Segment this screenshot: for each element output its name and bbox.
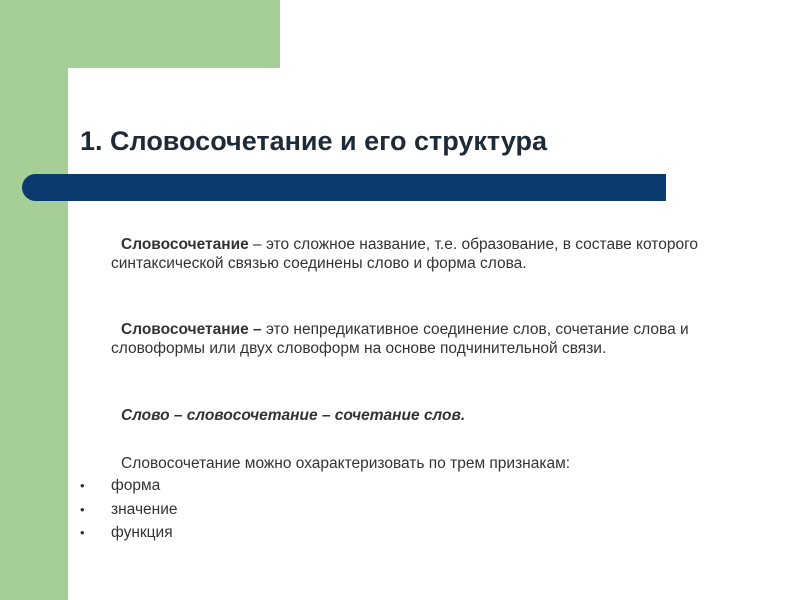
definition-text-1: – это сложное название, т.е. образование, в составе которого синтаксической связью соединены слово и форма слова.: [111, 236, 699, 272]
slide-title: 1. Словосочетание и его структура: [80, 126, 547, 156]
definition-paragraph-2: [111, 320, 711, 358]
list-item-label: функция: [111, 524, 173, 541]
list-item-label: форма: [111, 477, 161, 494]
list-item: [80, 523, 177, 547]
title-underline-bar: [22, 174, 666, 201]
list-item: [80, 500, 177, 524]
feature-list: [80, 476, 177, 547]
list-item: [80, 476, 177, 500]
bullet-icon: •: [80, 525, 85, 540]
bullet-icon: •: [80, 501, 85, 517]
definition-text-2: это непредикативное соединение слов, сочетание слова и словоформы или двух словоформ на основе подчинительной связи.: [111, 321, 689, 357]
intro-line: Словосочетание можно охарактеризовать по трем признакам:: [121, 455, 571, 472]
emphasis-line: Слово – словосочетание – сочетание слов.: [121, 407, 466, 424]
list-item-label: значение: [111, 500, 178, 518]
definition-term-2: Словосочетание –: [121, 321, 262, 338]
definition-paragraph-1: [111, 235, 711, 273]
bullet-icon: •: [80, 478, 85, 493]
green-top-band: [0, 0, 280, 68]
green-side-band: [0, 0, 68, 600]
definition-term-1: Словосочетание: [121, 236, 249, 253]
